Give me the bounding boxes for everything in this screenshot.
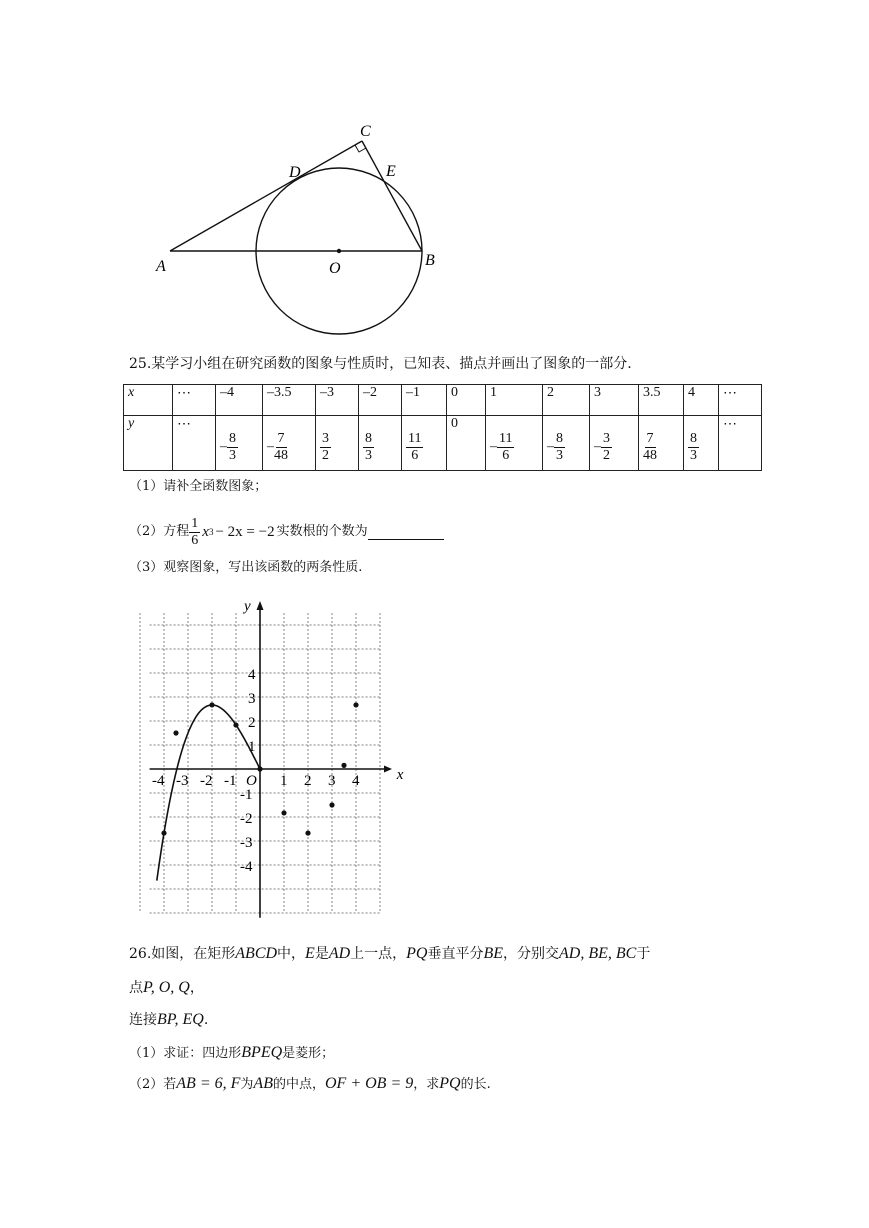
x-cell: 2 [543, 385, 590, 416]
y-tick-label: -4 [240, 859, 253, 875]
geometry-figure [140, 110, 460, 345]
y-cell: ⋯ [173, 416, 216, 471]
y-tick-label: 1 [248, 739, 256, 755]
x-cell: ⋯ [719, 385, 762, 416]
q26-line1: 26.如图，在矩形ABCD中，E是AD上一点，PQ垂直平分BE，分别交AD, BE, BC于 [129, 945, 651, 962]
q26-part2: （2）若AB = 6, F为AB的中点，OF + OB = 9，求PQ的长. [129, 1075, 491, 1092]
x-cell: 1 [486, 385, 543, 416]
segment-ac [170, 141, 362, 251]
y-row-label: y [124, 416, 173, 471]
x-tick-label: -1 [224, 773, 237, 789]
y-cell: – $\frac{8}{3}$ [543, 416, 590, 471]
x-cell: –3 [316, 385, 359, 416]
label-d: D [289, 164, 301, 181]
origin-label: O [246, 773, 257, 789]
plotted-point [329, 802, 334, 807]
y-tick-label: -1 [240, 787, 253, 803]
y-cell: – $\frac{7}{48}$ [263, 416, 316, 471]
label-a: A [156, 258, 166, 275]
y-cell: – $\frac{3}{2}$ [590, 416, 639, 471]
plotted-point [233, 722, 238, 727]
x-cell: –1 [402, 385, 447, 416]
label-o: O [329, 260, 341, 277]
center-dot [337, 249, 341, 253]
y-tick-label: -2 [240, 811, 253, 827]
x-tick-label: 1 [280, 773, 288, 789]
x-tick-label: 3 [328, 773, 336, 789]
label-e: E [386, 163, 396, 180]
y-axis-label: y [244, 598, 251, 615]
x-cell: –4 [216, 385, 263, 416]
answer-blank[interactable] [368, 525, 444, 540]
y-cell: $\frac{7}{48}$ [639, 416, 684, 471]
q25-part3: （3）观察图象，写出该函数的两条性质. [129, 560, 363, 575]
y-cell: $\frac{3}{2}$ [316, 416, 359, 471]
y-cell: $\frac{8}{3}$ [359, 416, 402, 471]
plotted-point [257, 766, 262, 771]
y-cell: 0 [447, 416, 486, 471]
q25-part1: （1）请补全函数图象； [129, 479, 268, 494]
x-cell: 0 [447, 385, 486, 416]
y-row [124, 416, 762, 471]
y-cell: $\frac{11}{6}$ [402, 416, 447, 471]
plotted-point [353, 702, 358, 707]
y-tick-label: 3 [248, 691, 256, 707]
q26-part1: （1）求证：四边形BPEQ是菱形； [129, 1044, 335, 1061]
plotted-point [161, 830, 166, 835]
q25-part2: （2）方程 $\frac{1}{6}$ x 3 − 2x = −2 实数根的个数为 [129, 514, 444, 550]
segment-cb [362, 141, 422, 251]
x-cell: 3 [590, 385, 639, 416]
plotted-point [173, 730, 178, 735]
x-tick-label: 4 [352, 773, 360, 789]
plotted-point [341, 763, 346, 768]
x-cell: –2 [359, 385, 402, 416]
y-cell: $\frac{8}{3}$ [684, 416, 719, 471]
x-cell: 3.5 [639, 385, 684, 416]
x-tick-label: -3 [176, 773, 189, 789]
x-axis-label: x [396, 767, 404, 783]
x-tick-label: -4 [152, 773, 165, 789]
y-cell: – $\frac{8}{3}$ [216, 416, 263, 471]
x-row [124, 385, 762, 416]
x-cell: ⋯ [173, 385, 216, 416]
value-table [123, 384, 762, 471]
function-graph [138, 593, 404, 923]
y-cell: ⋯ [719, 416, 762, 471]
q26-line3: 连接BP, EQ. [129, 1011, 209, 1028]
x-tick-label: 2 [304, 773, 312, 789]
y-cell: – $\frac{11}{6}$ [486, 416, 543, 471]
label-b: B [425, 252, 435, 269]
q25-stem: 25.某学习小组在研究函数的图象与性质时，已知表、描点并画出了图象的一部分. [129, 356, 632, 372]
plotted-point [305, 830, 310, 835]
plotted-point [209, 702, 214, 707]
y-tick-label: 2 [248, 715, 256, 731]
q26-line2: 点P, O, Q， [129, 979, 204, 996]
x-cell: 4 [684, 385, 719, 416]
x-axis-arrow [384, 766, 392, 773]
x-row-label: x [124, 385, 173, 416]
plotted-point [281, 810, 286, 815]
x-tick-label: -2 [200, 773, 213, 789]
label-c: C [360, 123, 371, 140]
x-cell: –3.5 [263, 385, 316, 416]
y-axis-arrow [257, 601, 264, 610]
y-tick-label: -3 [240, 835, 253, 851]
y-tick-label: 4 [248, 667, 256, 683]
